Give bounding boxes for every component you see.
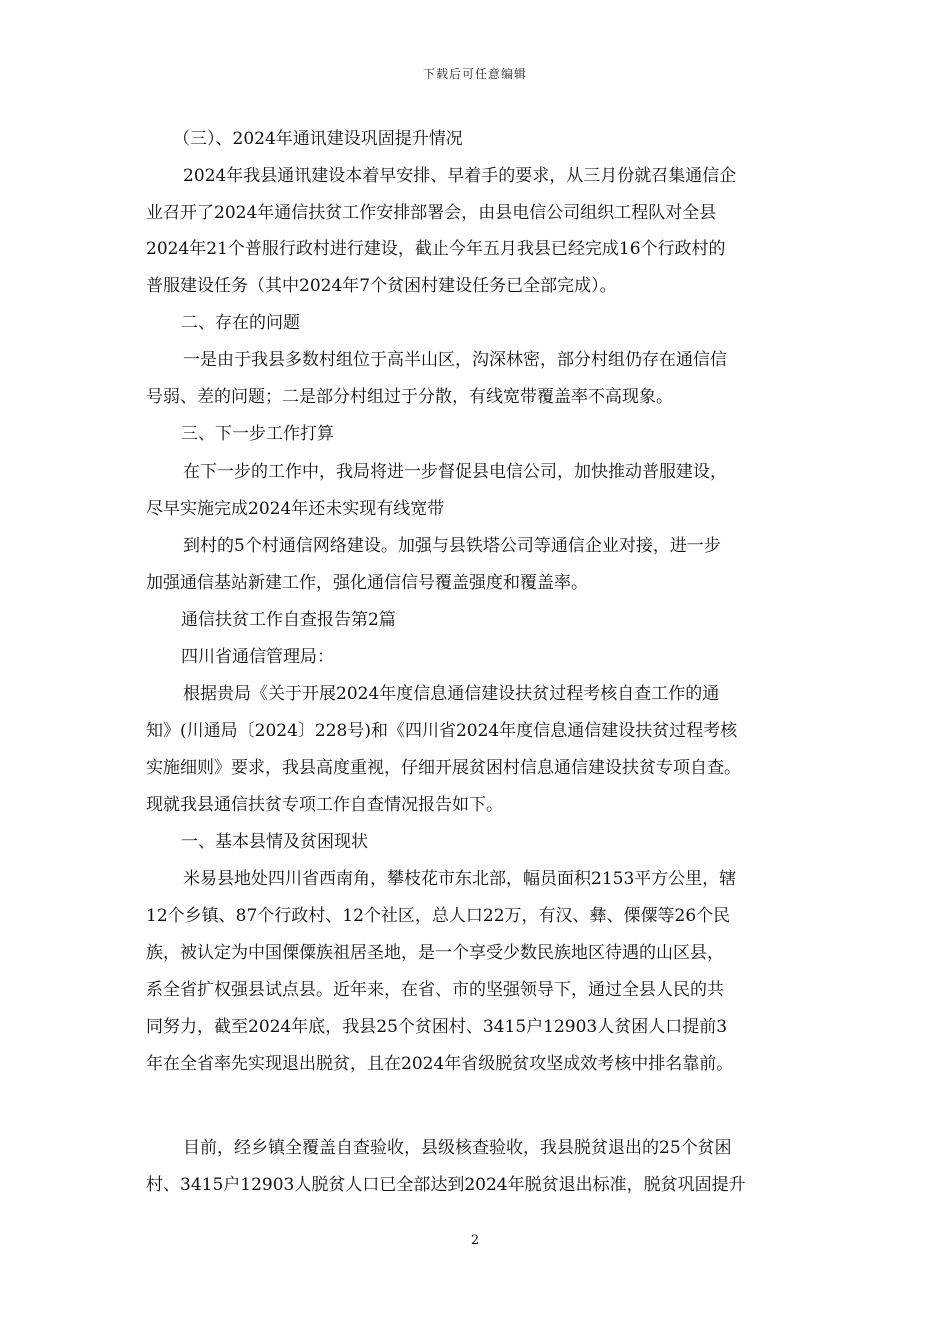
paragraph-line: 2024年21个普服行政村进行建设，截止今年五月我县已经完成16个行政村的 bbox=[146, 239, 726, 259]
addressee: 四川省通信管理局： bbox=[181, 647, 334, 667]
section-heading: 二、存在的问题 bbox=[181, 313, 300, 333]
paragraph-line: 一是由于我县多数村组位于高半山区，沟深林密，部分村组仍存在通信信 bbox=[183, 350, 727, 370]
section-heading: 三、下一步工作打算 bbox=[181, 424, 334, 444]
paragraph-line: 号弱、差的问题；二是部分村组过于分散，有线宽带覆盖率不高现象。 bbox=[146, 387, 673, 407]
page-header: 下载后可任意编辑 bbox=[422, 67, 527, 81]
paragraph-line: 族，被认定为中国傈僳族祖居圣地，是一个享受少数民族地区待遇的山区县， bbox=[146, 943, 724, 963]
section-heading: 一、基本县情及贫困现状 bbox=[181, 832, 368, 852]
paragraph-line: 加强通信基站新建工作，强化通信信号覆盖强度和覆盖率。 bbox=[146, 573, 588, 593]
paragraph-line: 年在全省率先实现退出脱贫，且在2024年省级脱贫攻坚成效考核中排名靠前。 bbox=[146, 1054, 734, 1074]
paragraph-line: 现就我县通信扶贫专项工作自查情况报告如下。 bbox=[146, 795, 503, 815]
paragraph-line: 米易县地处四川省西南角，攀枝花市东北部，幅员面积2153平方公里，辖 bbox=[183, 869, 737, 889]
paragraph-line: 尽早实施完成2024年还未实现有线宽带 bbox=[146, 499, 445, 519]
paragraph-line: 12个乡镇、87个行政村、12个社区，总人口22万，有汉、彝、傈僳等26个民 bbox=[146, 906, 731, 926]
paragraph-line: 普服建设任务（其中2024年7个贫困村建设任务已全部完成）。 bbox=[146, 276, 617, 296]
paragraph-line: 知》(川通局〔2024〕228号)和《四川省2024年度信息通信建设扶贫过程考核 bbox=[146, 721, 738, 741]
paragraph-line: 系全省扩权强县试点县。近年来，在省、市的坚强领导下，通过全县人民的共 bbox=[146, 980, 724, 1000]
section-heading: （三）、2024年通讯建设巩固提升情况 bbox=[173, 129, 463, 149]
paragraph-line: 村、3415户12903人脱贫人口已全部达到2024年脱贫退出标准，脱贫巩固提升 bbox=[146, 1175, 746, 1195]
paragraph-line: 同努力，截至2024年底，我县25个贫困村、3415户12903人贫困人口提前3 bbox=[146, 1017, 728, 1037]
page-number: 2 bbox=[470, 1233, 480, 1248]
paragraph-line: 2024年我县通讯建设本着早安排、早着手的要求，从三月份就召集通信企 bbox=[183, 166, 737, 186]
paragraph-line: 到村的5个村通信网络建设。加强与县铁塔公司等通信企业对接，进一步 bbox=[183, 536, 721, 556]
paragraph-line: 业召开了2024年通信扶贫工作安排部署会，由县电信公司组织工程队对全县 bbox=[146, 203, 717, 223]
paragraph-line: 在下一步的工作中，我局将进一步督促县电信公司，加快推动普服建设， bbox=[183, 462, 727, 482]
paragraph-line: 目前，经乡镇全覆盖自查验收，县级核查验收，我县脱贫退出的25个贫困 bbox=[183, 1138, 732, 1158]
paragraph-line: 根据贵局《关于开展2024年度信息通信建设扶贫过程考核自查工作的通 bbox=[183, 684, 720, 704]
paragraph-line: 实施细则》要求，我县高度重视，仔细开展贫困村信息通信建设扶贫专项自查。 bbox=[146, 758, 741, 778]
report-title: 通信扶贫工作自查报告第2篇 bbox=[181, 610, 396, 630]
